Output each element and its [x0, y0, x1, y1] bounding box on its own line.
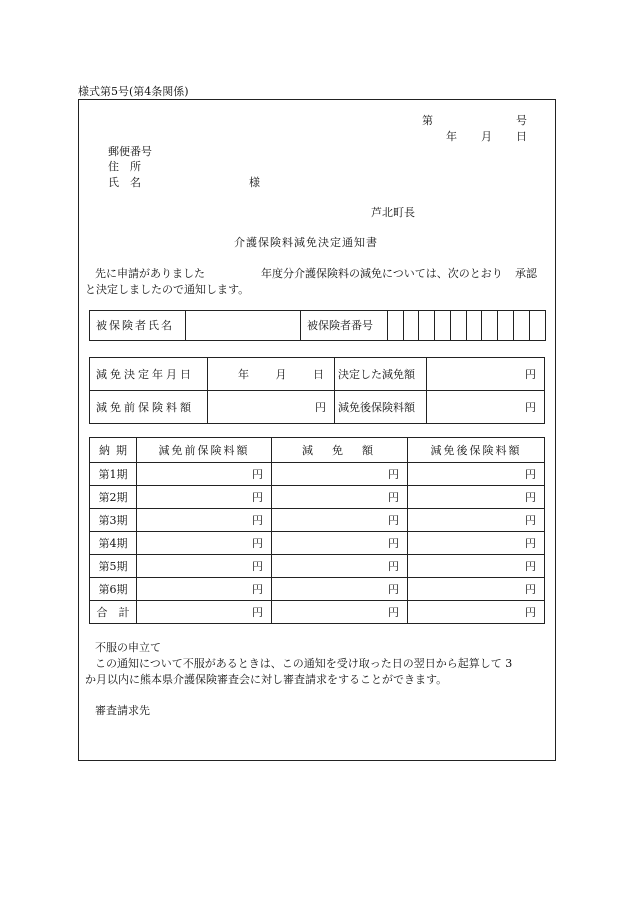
honorific: 様: [249, 176, 260, 189]
period-label: 第5期: [90, 555, 137, 578]
appeal-line2: か月以内に熊本県介護保険審査会に対し審査請求をすることができます。: [85, 673, 448, 686]
after-yen: 円: [408, 532, 545, 555]
period-label: 第6期: [90, 578, 137, 601]
decision-year-label: 年: [238, 367, 249, 381]
table-row: [90, 532, 545, 555]
insured-number-digit: [530, 311, 546, 341]
period-label: 第2期: [90, 486, 137, 509]
insured-number-digit: [435, 311, 451, 341]
before-amount-label: 減免前保険料額: [90, 391, 208, 424]
reduction-yen: 円: [272, 509, 408, 532]
decided-amount-yen: 円: [427, 358, 545, 391]
issuer: 芦北町長: [371, 206, 415, 219]
insured-number-digit: [451, 311, 467, 341]
reduction-yen: 円: [272, 578, 408, 601]
reduction-yen: 円: [272, 532, 408, 555]
after-yen: 円: [408, 486, 545, 509]
before-yen: 円: [137, 509, 272, 532]
before-yen: 円: [137, 486, 272, 509]
period-label: 第4期: [90, 532, 137, 555]
postal-code-label: 郵便番号: [108, 145, 152, 158]
period-label: 第3期: [90, 509, 137, 532]
before-yen: 円: [137, 463, 272, 486]
decision-table: [89, 357, 545, 424]
insured-number-label: 被保険者番号: [301, 311, 388, 341]
form-label: 様式第5号(第4条関係): [78, 85, 189, 98]
intro-part1: 先に申請がありました: [95, 267, 205, 280]
date-month-label: 月: [481, 130, 492, 143]
before-yen: 円: [137, 532, 272, 555]
insured-number-digit: [388, 311, 404, 341]
header-period-text: [90, 445, 136, 456]
insured-table: [89, 310, 546, 341]
insured-number-digit: [419, 311, 435, 341]
table-row: [90, 578, 545, 601]
header-period-char: 期: [116, 443, 127, 457]
appeal-line1: この通知について不服があるときは、この通知を受け取った日の翌日から起算して 3: [95, 657, 513, 670]
header-period: [90, 438, 137, 463]
after-yen: 円: [408, 555, 545, 578]
before-amount-yen: 円: [208, 391, 335, 424]
insured-name-label: 被保険者氏名: [90, 311, 186, 341]
insured-number-digit: [514, 311, 530, 341]
intro-part2: 年度分介護保険料の減免については、次のとおり: [261, 267, 503, 280]
before-yen: 円: [137, 555, 272, 578]
installments-table: [89, 437, 545, 624]
number-suffix: 号: [516, 114, 527, 127]
decision-date-label: 減免決定年月日: [90, 358, 208, 391]
reduction-yen: 円: [272, 555, 408, 578]
table-row: [90, 486, 545, 509]
after-amount-label: 減免後保険料額: [335, 391, 427, 424]
table-row: [90, 555, 545, 578]
reduction-yen: 円: [272, 463, 408, 486]
total-label: 合 計: [90, 601, 137, 624]
period-label: 第1期: [90, 463, 137, 486]
date-day-label: 日: [516, 130, 527, 143]
header-after: 減免後保険料額: [408, 438, 545, 463]
document-title: 介護保険料減免決定通知書: [234, 236, 378, 249]
after-yen: 円: [408, 463, 545, 486]
intro-line2: と決定しましたので通知します。: [85, 283, 250, 296]
table-row: [90, 463, 545, 486]
header-period-char: 納: [99, 443, 110, 457]
insured-number-digit: [498, 311, 514, 341]
insured-name-value: [186, 311, 301, 341]
insured-number-digit: [482, 311, 498, 341]
appeal-heading: 不服の申立て: [95, 641, 161, 654]
header-reduction: 減 免 額: [272, 438, 408, 463]
appeal-destination-label: 審査請求先: [95, 704, 150, 717]
decision-day-label: 日: [313, 367, 324, 381]
address-label: 住 所: [108, 160, 141, 173]
decision-date-value: [208, 358, 335, 391]
after-yen: 円: [408, 509, 545, 532]
reduction-yen: 円: [272, 601, 408, 624]
after-yen: 円: [408, 578, 545, 601]
insured-number-digit: [467, 311, 482, 341]
before-yen: 円: [137, 601, 272, 624]
number-prefix: 第: [422, 114, 433, 127]
decided-amount-label: 決定した減免額: [335, 358, 427, 391]
decision-month-label: 月: [275, 367, 287, 381]
intro-part3: 承認: [515, 267, 537, 280]
reduction-yen: 円: [272, 486, 408, 509]
name-label: 氏 名: [108, 176, 141, 189]
insured-number-digit: [404, 311, 419, 341]
after-amount-yen: 円: [427, 391, 545, 424]
date-year-label: 年: [446, 130, 457, 143]
table-row: [90, 509, 545, 532]
header-before: 減免前保険料額: [137, 438, 272, 463]
table-row-total: [90, 601, 545, 624]
before-yen: 円: [137, 578, 272, 601]
after-yen: 円: [408, 601, 545, 624]
